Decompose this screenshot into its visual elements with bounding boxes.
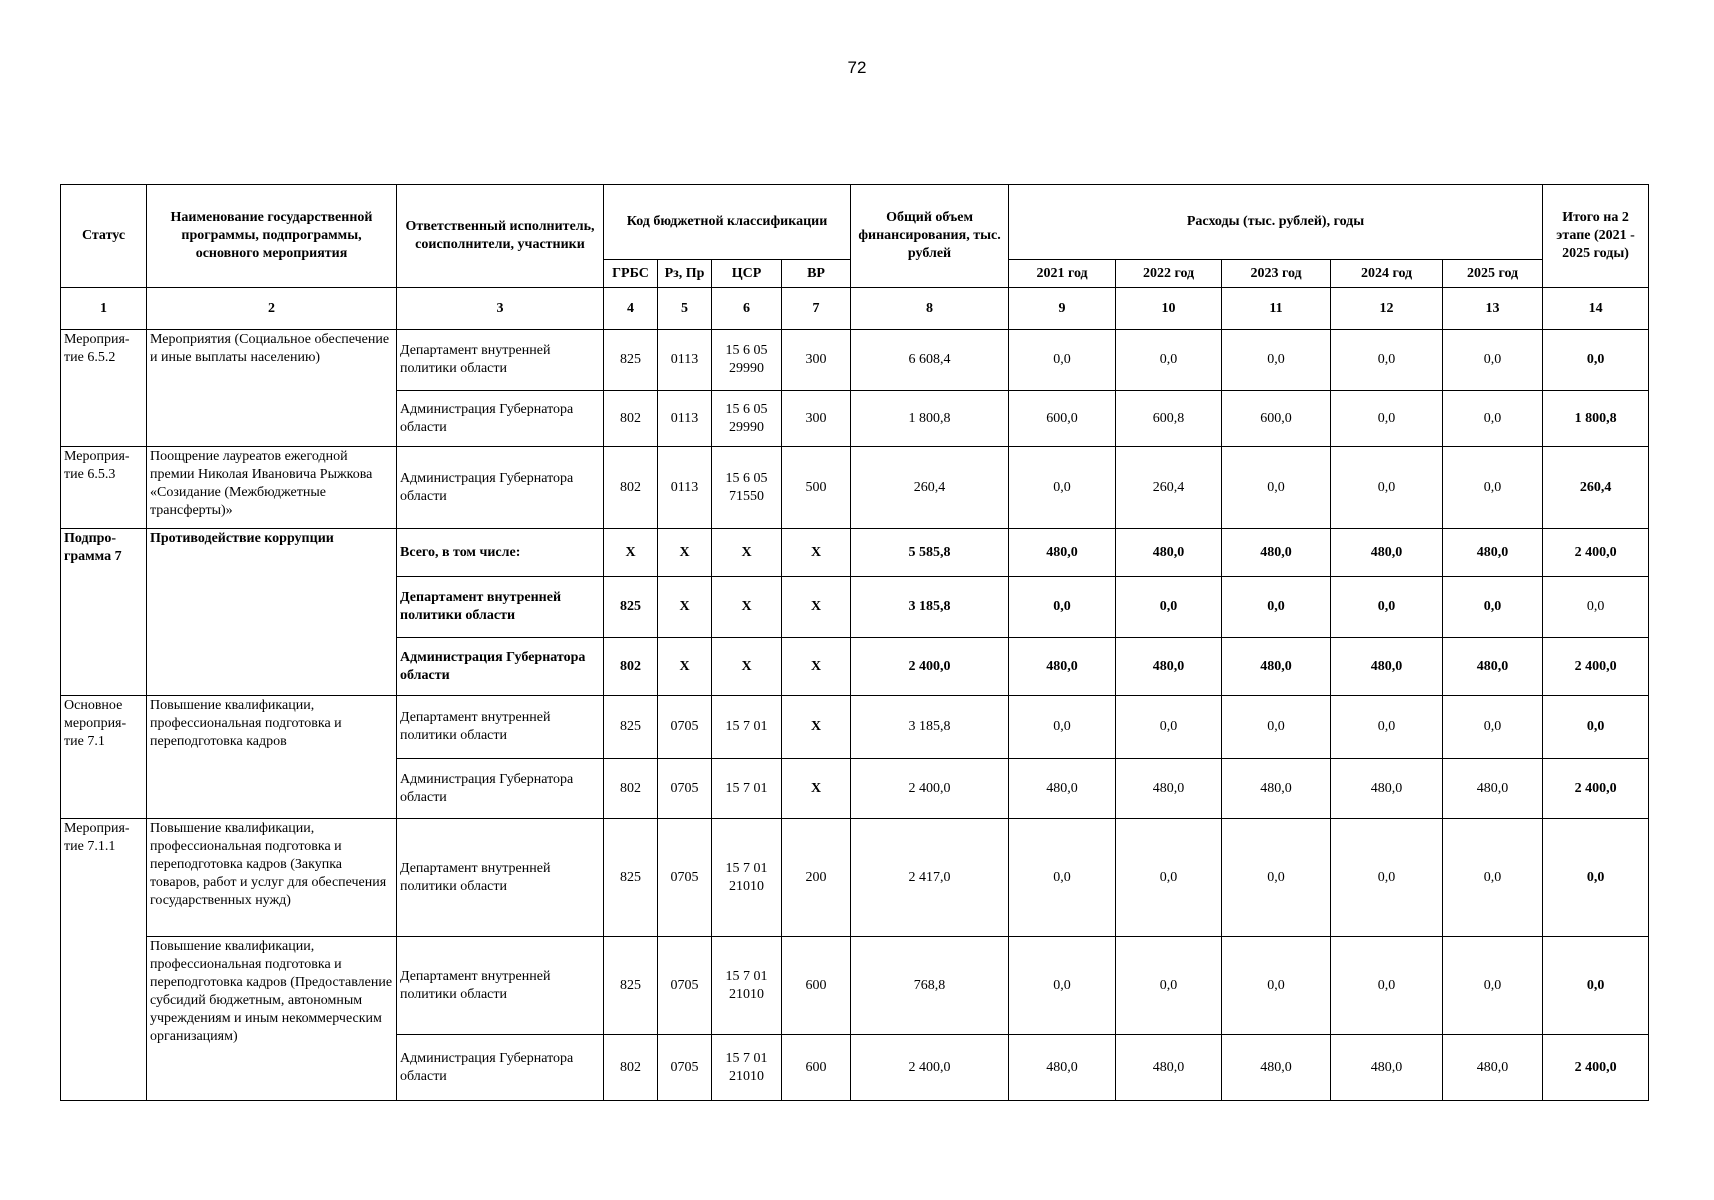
cell-grbs: 825 xyxy=(604,819,658,937)
cell-2022: 0,0 xyxy=(1116,330,1222,391)
column-number: 10 xyxy=(1116,288,1222,330)
cell-grbs: 802 xyxy=(604,391,658,447)
row-executor: Администрация Губернатора области xyxy=(397,391,604,447)
cell-csr: 15 7 01 xyxy=(712,696,782,759)
cell-grbs: 825 xyxy=(604,330,658,391)
cell-rzpr: 0705 xyxy=(658,696,712,759)
cell-grbs: X xyxy=(604,529,658,577)
cell-2022: 480,0 xyxy=(1116,759,1222,819)
column-numbers-row xyxy=(61,288,1649,330)
column-number: 3 xyxy=(397,288,604,330)
column-number: 7 xyxy=(782,288,851,330)
header-expenses: Расходы (тыс. рублей), годы xyxy=(1009,185,1543,260)
header-csr: ЦСР xyxy=(712,260,782,288)
cell-2022: 260,4 xyxy=(1116,447,1222,529)
cell-2023: 0,0 xyxy=(1222,696,1331,759)
cell-total: 2 400,0 xyxy=(851,759,1009,819)
cell-total: 260,4 xyxy=(851,447,1009,529)
header-stage-total: Итого на 2 этапе (2021 - 2025 годы) xyxy=(1543,185,1649,288)
column-number: 4 xyxy=(604,288,658,330)
cell-rzpr: X xyxy=(658,577,712,638)
cell-2021: 480,0 xyxy=(1009,529,1116,577)
cell-total: 1 800,8 xyxy=(851,391,1009,447)
header-rzpr: Рз, Пр xyxy=(658,260,712,288)
cell-csr: 15 7 01 21010 xyxy=(712,1035,782,1101)
cell-2024: 480,0 xyxy=(1331,529,1443,577)
column-number: 12 xyxy=(1331,288,1443,330)
cell-vr: 500 xyxy=(782,447,851,529)
cell-2024: 480,0 xyxy=(1331,1035,1443,1101)
cell-2022: 600,8 xyxy=(1116,391,1222,447)
header-status: Статус xyxy=(61,185,147,288)
cell-total: 3 185,8 xyxy=(851,577,1009,638)
column-number: 11 xyxy=(1222,288,1331,330)
cell-rzpr: 0705 xyxy=(658,1035,712,1101)
cell-2025: 480,0 xyxy=(1443,759,1543,819)
row-executor: Администрация Губернатора области xyxy=(397,638,604,696)
cell-rzpr: 0705 xyxy=(658,819,712,937)
header-2022: 2022 год xyxy=(1116,260,1222,288)
cell-grbs: 802 xyxy=(604,638,658,696)
cell-stage-total: 0,0 xyxy=(1543,330,1649,391)
row-status: Мероприя-тие 7.1.1 xyxy=(61,819,147,1101)
cell-2021: 0,0 xyxy=(1009,577,1116,638)
row-executor: Департамент внутренней политики области xyxy=(397,696,604,759)
header-2021: 2021 год xyxy=(1009,260,1116,288)
cell-2025: 0,0 xyxy=(1443,391,1543,447)
cell-total: 768,8 xyxy=(851,937,1009,1035)
column-number: 13 xyxy=(1443,288,1543,330)
cell-2024: 0,0 xyxy=(1331,447,1443,529)
cell-2021: 0,0 xyxy=(1009,330,1116,391)
column-number: 5 xyxy=(658,288,712,330)
row-executor: Департамент внутренней политики области xyxy=(397,577,604,638)
column-number: 1 xyxy=(61,288,147,330)
cell-2021: 0,0 xyxy=(1009,937,1116,1035)
cell-grbs: 802 xyxy=(604,1035,658,1101)
cell-grbs: 825 xyxy=(604,937,658,1035)
cell-grbs: 825 xyxy=(604,577,658,638)
header-total-volume: Общий объем финансирования, тыс. рублей xyxy=(851,185,1009,288)
cell-rzpr: X xyxy=(658,529,712,577)
cell-2021: 0,0 xyxy=(1009,447,1116,529)
cell-vr: 300 xyxy=(782,391,851,447)
cell-stage-total: 1 800,8 xyxy=(1543,391,1649,447)
header-budget-code: Код бюджетной классификации xyxy=(604,185,851,260)
cell-rzpr: 0705 xyxy=(658,759,712,819)
cell-vr: X xyxy=(782,638,851,696)
table-row xyxy=(61,937,1649,1035)
row-name: Повышение квалификации, профессиональная подготовка и переподготовка кадров (Предоставление субсидий бюджетным, автономным учреждениям и иным некоммерческим организациям) xyxy=(147,937,397,1101)
cell-vr: X xyxy=(782,577,851,638)
cell-2024: 0,0 xyxy=(1331,330,1443,391)
header-2024: 2024 год xyxy=(1331,260,1443,288)
row-name: Повышение квалификации, профессиональная подготовка и переподготовка кадров (Закупка товаров, работ и услуг для обеспечения государственных нужд) xyxy=(147,819,397,937)
cell-rzpr: 0113 xyxy=(658,447,712,529)
row-name: Мероприятия (Социальное обеспечение и иные выплаты населению) xyxy=(147,330,397,447)
cell-grbs: 802 xyxy=(604,759,658,819)
cell-2023: 0,0 xyxy=(1222,447,1331,529)
cell-csr: 15 7 01 21010 xyxy=(712,819,782,937)
cell-vr: 200 xyxy=(782,819,851,937)
table-header xyxy=(61,185,1649,330)
cell-2024: 0,0 xyxy=(1331,696,1443,759)
cell-stage-total: 0,0 xyxy=(1543,577,1649,638)
cell-2022: 480,0 xyxy=(1116,529,1222,577)
cell-vr: 600 xyxy=(782,937,851,1035)
cell-csr: 15 7 01 xyxy=(712,759,782,819)
cell-2021: 600,0 xyxy=(1009,391,1116,447)
cell-stage-total: 0,0 xyxy=(1543,819,1649,937)
cell-2022: 0,0 xyxy=(1116,937,1222,1035)
cell-2023: 480,0 xyxy=(1222,759,1331,819)
header-grbs: ГРБС xyxy=(604,260,658,288)
column-number: 6 xyxy=(712,288,782,330)
cell-2024: 480,0 xyxy=(1331,638,1443,696)
cell-total: 5 585,8 xyxy=(851,529,1009,577)
cell-2025: 480,0 xyxy=(1443,638,1543,696)
cell-2025: 480,0 xyxy=(1443,1035,1543,1101)
header-vr: ВР xyxy=(782,260,851,288)
cell-2023: 480,0 xyxy=(1222,529,1331,577)
row-status: Основное мероприя-тие 7.1 xyxy=(61,696,147,819)
cell-2023: 480,0 xyxy=(1222,1035,1331,1101)
cell-2021: 480,0 xyxy=(1009,638,1116,696)
cell-total: 6 608,4 xyxy=(851,330,1009,391)
cell-2022: 480,0 xyxy=(1116,638,1222,696)
row-executor: Администрация Губернатора области xyxy=(397,1035,604,1101)
cell-stage-total: 2 400,0 xyxy=(1543,1035,1649,1101)
row-name: Поощрение лауреатов ежегодной премии Николая Ивановича Рыжкова «Созидание (Межбюджетные трансферты)» xyxy=(147,447,397,529)
cell-2025: 0,0 xyxy=(1443,937,1543,1035)
budget-table xyxy=(60,184,1649,1101)
cell-2022: 0,0 xyxy=(1116,577,1222,638)
cell-vr: X xyxy=(782,759,851,819)
cell-2022: 480,0 xyxy=(1116,1035,1222,1101)
table-row xyxy=(61,819,1649,937)
table-row xyxy=(61,330,1649,391)
cell-stage-total: 2 400,0 xyxy=(1543,638,1649,696)
cell-total: 2 417,0 xyxy=(851,819,1009,937)
row-executor: Всего, в том числе: xyxy=(397,529,604,577)
cell-rzpr: 0113 xyxy=(658,330,712,391)
header-name: Наименование государственной программы, подпрограммы, основного мероприятия xyxy=(147,185,397,288)
cell-2025: 480,0 xyxy=(1443,529,1543,577)
column-number: 14 xyxy=(1543,288,1649,330)
cell-2021: 0,0 xyxy=(1009,696,1116,759)
cell-2021: 480,0 xyxy=(1009,1035,1116,1101)
cell-vr: 300 xyxy=(782,330,851,391)
cell-2025: 0,0 xyxy=(1443,447,1543,529)
cell-2021: 480,0 xyxy=(1009,759,1116,819)
cell-2024: 0,0 xyxy=(1331,819,1443,937)
cell-2023: 0,0 xyxy=(1222,330,1331,391)
cell-2024: 0,0 xyxy=(1331,937,1443,1035)
cell-rzpr: 0113 xyxy=(658,391,712,447)
table-row xyxy=(61,696,1649,759)
row-status: Подпро-грамма 7 xyxy=(61,529,147,696)
cell-grbs: 825 xyxy=(604,696,658,759)
table-row xyxy=(61,529,1649,577)
cell-2025: 0,0 xyxy=(1443,819,1543,937)
cell-csr: X xyxy=(712,577,782,638)
cell-csr: X xyxy=(712,529,782,577)
column-number: 2 xyxy=(147,288,397,330)
cell-csr: 15 6 05 71550 xyxy=(712,447,782,529)
cell-stage-total: 260,4 xyxy=(1543,447,1649,529)
column-number: 9 xyxy=(1009,288,1116,330)
page-number: 72 xyxy=(847,58,867,77)
cell-grbs: 802 xyxy=(604,447,658,529)
column-number: 8 xyxy=(851,288,1009,330)
cell-2024: 0,0 xyxy=(1331,577,1443,638)
cell-2025: 0,0 xyxy=(1443,696,1543,759)
header-executor: Ответственный исполнитель, соисполнители, участники xyxy=(397,185,604,288)
row-executor: Департамент внутренней политики области xyxy=(397,937,604,1035)
cell-2023: 0,0 xyxy=(1222,819,1331,937)
cell-rzpr: X xyxy=(658,638,712,696)
cell-total: 3 185,8 xyxy=(851,696,1009,759)
header-2025: 2025 год xyxy=(1443,260,1543,288)
cell-stage-total: 2 400,0 xyxy=(1543,529,1649,577)
cell-vr: 600 xyxy=(782,1035,851,1101)
row-name: Повышение квалификации, профессиональная подготовка и переподготовка кадров xyxy=(147,696,397,819)
cell-csr: 15 6 05 29990 xyxy=(712,330,782,391)
row-executor: Администрация Губернатора области xyxy=(397,759,604,819)
cell-2022: 0,0 xyxy=(1116,819,1222,937)
cell-2023: 480,0 xyxy=(1222,638,1331,696)
cell-2025: 0,0 xyxy=(1443,577,1543,638)
row-status: Мероприя-тие 6.5.3 xyxy=(61,447,147,529)
header-2023: 2023 год xyxy=(1222,260,1331,288)
cell-stage-total: 2 400,0 xyxy=(1543,759,1649,819)
row-executor: Департамент внутренней политики области xyxy=(397,819,604,937)
cell-rzpr: 0705 xyxy=(658,937,712,1035)
table-row xyxy=(61,447,1649,529)
cell-total: 2 400,0 xyxy=(851,638,1009,696)
cell-csr: X xyxy=(712,638,782,696)
cell-stage-total: 0,0 xyxy=(1543,696,1649,759)
cell-2023: 600,0 xyxy=(1222,391,1331,447)
cell-2023: 0,0 xyxy=(1222,937,1331,1035)
cell-2021: 0,0 xyxy=(1009,819,1116,937)
cell-2024: 0,0 xyxy=(1331,391,1443,447)
row-status: Мероприя-тие 6.5.2 xyxy=(61,330,147,447)
cell-csr: 15 7 01 21010 xyxy=(712,937,782,1035)
cell-csr: 15 6 05 29990 xyxy=(712,391,782,447)
cell-vr: X xyxy=(782,696,851,759)
row-name: Противодействие коррупции xyxy=(147,529,397,696)
cell-2022: 0,0 xyxy=(1116,696,1222,759)
row-executor: Департамент внутренней политики области xyxy=(397,330,604,391)
cell-stage-total: 0,0 xyxy=(1543,937,1649,1035)
cell-vr: X xyxy=(782,529,851,577)
cell-total: 2 400,0 xyxy=(851,1035,1009,1101)
cell-2023: 0,0 xyxy=(1222,577,1331,638)
row-executor: Администрация Губернатора области xyxy=(397,447,604,529)
cell-2025: 0,0 xyxy=(1443,330,1543,391)
cell-2024: 480,0 xyxy=(1331,759,1443,819)
